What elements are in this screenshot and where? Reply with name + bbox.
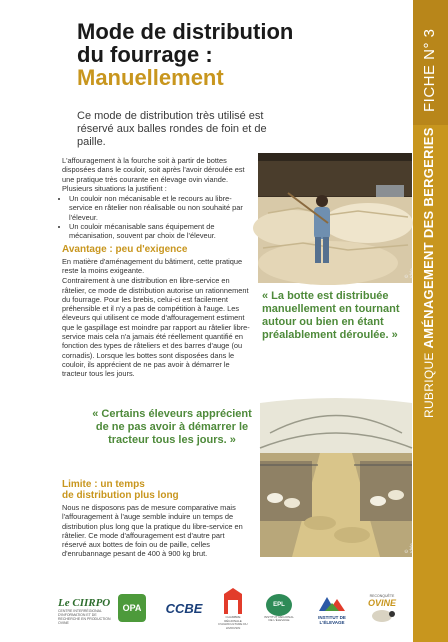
pull-quote-tractor: « Certains éleveurs apprécient de ne pas avoir à démarrer le tracteur tous les jours. » [92,408,252,446]
pull-quote-distribution: « La botte est distribuée manuellement en tournant autour ou bien en étant préalablement déroulée. » [262,290,400,341]
list-item: • Un couloir mécanisable sans équipement de mécanisation, souvent par choix de l'éleveur. [69,222,250,241]
ccbe-logo: CCBE [165,600,203,616]
photo-credit: © Idele [404,543,414,553]
rubric-sidebar [413,0,448,642]
ciirpo-logo [58,586,114,636]
situations-list [62,194,250,240]
idele-line2: L'ÉLEVAGE [319,620,345,625]
idele-logo [312,586,352,632]
farmer-pitchfork-photo [258,153,412,283]
body-paragraph: En matière d'aménagement du bâtiment, cette pratique reste la moins exigeante. [62,256,243,275]
ovine-top: RECONQUÊTE [369,594,395,598]
rubric-prefix: RUBRIQUE [422,352,436,418]
sheep-barn-photo [260,403,412,557]
reconquete-ovine-logo [362,586,402,632]
limousin-caption: CHAMBRE RÉGIONALE D'AGRICULTURE DU LIMOUSIN [218,615,248,630]
region-caption: INSTITUT RÉGIONAL DE L'ÉLEVAGE [264,614,294,622]
sheep-icon [368,608,396,624]
opa-logo: OPA [118,594,146,622]
body-column-bottom [62,476,250,560]
body-column-top [62,156,250,380]
sheep-barn-illustration [260,403,412,557]
list-item: • Un couloir non mécanisable et le recours au libre-service en râtelier non réalisable ou non souhaité par l'éleveur. [69,194,250,222]
body-paragraph: Contrairement à une distribution en libre-service en râtelier, ce mode de distribution autorise un rationnement du fourrage. Pour les brebis, celui-ci est facilement préhensible et il n'y a pas de compétition à l'auge. Les éleveurs qui utilisent ce mode d'affouragement estiment que le gaspillage est moindre par rapport au râtelier libre-service mais cela n'a jamais été réellement quantifié en fonction des types de râteliers et des barres d'auge (ou cornadis). Lorsque les bottes sont disposées dans le couloir, ils apprécient de ne pas avoir à démarrer le tracteur tous les jours. [62,276,250,379]
ciirpo-name: Le CIIRPO [58,597,111,609]
section-heading-limit: Limite : un temps de distribution plus long [62,479,179,501]
section-heading-advantage: Avantage : peu d'exigence [62,243,188,255]
rubric-name: AMÉNAGEMENT DES BERGERIES [421,127,436,349]
chambre-agriculture-logo [218,584,248,632]
photo-credit: © Idele [404,268,414,278]
region-abbr: EPL [266,594,292,616]
fiche-number: FICHE N° 3 [421,28,438,112]
idele-flag-icon [317,593,347,615]
title-line-1: Mode de distribution [77,19,294,44]
title-line-2: du fourrage : [77,42,213,67]
body-paragraph: L'affouragement à la fourche soit à partir de bottes disposées dans le couloir, soit après l'avoir déroulée est une pratique très courante en élevage ovin viande. Plusieurs situations la justifient : [62,156,245,193]
partner-logos [0,580,413,642]
idele-line1: INSTITUT DE [318,615,346,620]
intro-text: Ce mode de distribution très utilisé est réservé aux balles rondes de foin et de paille. [77,110,267,148]
title-line-3: Manuellement [77,65,224,90]
rubric-label [421,127,436,418]
ciirpo-caption: CENTRE INTERRÉGIONAL D'INFORMATION ET DE RECHERCHE EN PRODUCTION OVINE [58,609,111,625]
farmer-pitchfork-illustration [258,153,412,283]
chambre-agriculture-icon [221,586,245,616]
body-paragraph: Nous ne disposons pas de mesure comparative mais l'affouragement à l'auge semble induire un temps de distribution plus long que la pratique du libre-service en râtelier. Ce mode d'affouragement est d'autre part réservé aux bottes de foin ou de paille, celles d'enrubannage pesant de 400 à 900 kg brut. [62,503,243,559]
region-logo [262,586,296,630]
page-title [77,20,293,89]
ovine-main: OVINE [367,598,396,608]
